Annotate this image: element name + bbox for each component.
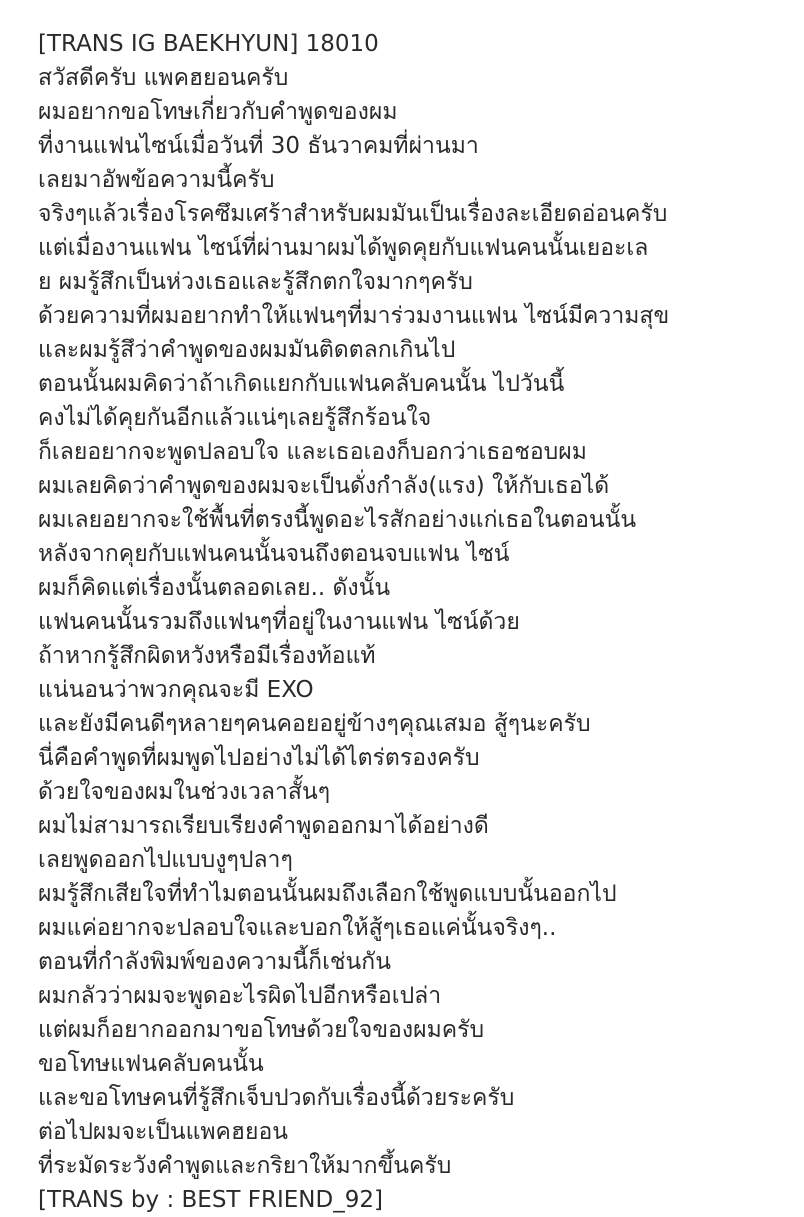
text-line: ก็เลยอยากจะพูดปลอบใจ และเธอเองก็บอกว่าเธอชอบผม xyxy=(38,439,587,465)
text-line: ผมเลยคิดว่าคำพูดของผมจะเป็นดั่งกำลัง(แรง) ให้กับเธอได้ xyxy=(38,473,610,499)
header-line: [TRANS IG BAEKHYUN] 18010 xyxy=(38,31,379,57)
text-line: แฟนคนนั้นรวมถึงแฟนๆที่อยู่ในงานแฟน ไซน์ด้วย xyxy=(38,609,520,635)
text-line: แต่เมื่องานแฟน ไซน์ที่ผ่านมาผมได้พูดคุยกับแฟนคนนั้นเยอะเล xyxy=(38,235,649,261)
text-line: ด้วยความที่ผมอยากทำให้แฟนๆที่มาร่วมงานแฟน ไซน์มีความสุข xyxy=(38,303,670,329)
text-line: แต่ผมก็อยากออกมาขอโทษด้วยใจของผมครับ xyxy=(38,1017,485,1043)
text-line: ผมอยากขอโทษเกี่ยวกับคำพูดของผม xyxy=(38,99,398,125)
text-line: ผมรู้สึกเสียใจที่ทำไมตอนนั้นผมถึงเลือกใช้พูดแบบนั้นออกไป xyxy=(38,881,617,907)
text-line: แน่นอนว่าพวกคุณจะมี EXO xyxy=(38,677,314,703)
text-line: จริงๆแล้วเรื่องโรคซึมเศร้าสำหรับผมมันเป็นเรื่องละเอียดอ่อนครับ xyxy=(38,201,668,227)
text-line: ต่อไปผมจะเป็นแพคฮยอน xyxy=(38,1119,288,1145)
text-line: นี่คือคำพูดที่ผมพูดไปอย่างไม่ได้ไตร่ตรองครับ xyxy=(38,745,480,771)
text-line: ผมก็คิดแต่เรื่องนั้นตลอดเลย.. ดังนั้น xyxy=(38,575,391,601)
text-line: และขอโทษคนที่รู้สึกเจ็บปวดกับเรื่องนี้ด้วยระครับ xyxy=(38,1085,515,1111)
text-line: และผมรู้สึว่าคำพูดของผมมันติดตลกเกินไป xyxy=(38,337,456,363)
text-line: และยังมีคนดีๆหลายๆคนคอยอยู่ข้างๆคุณเสมอ สู้ๆนะครับ xyxy=(38,711,591,737)
credit-line: [TRANS by : BEST FRIEND_92] xyxy=(38,1187,383,1213)
text-line: ที่ระมัดระวังคำพูดและกริยาให้มากขึ้นครับ xyxy=(38,1153,452,1179)
document-body xyxy=(38,27,798,1217)
text-line: คงไม่ได้คุยกันอีกแล้วแน่ๆเลยรู้สึกร้อนใจ xyxy=(38,405,432,431)
text-line: ที่งานแฟนไซน์เมื่อวันที่ 30 ธันวาคมที่ผ่านมา xyxy=(38,133,479,159)
text-line: เลยมาอัพข้อความนี้ครับ xyxy=(38,167,275,193)
text-line: ตอนที่กำลังพิมพ์ของความนี้ก็เช่นกัน xyxy=(38,949,391,975)
text-line: ผมเลยอยากจะใช้พื้นที่ตรงนี้พูดอะไรสักอย่างแก่เธอในตอนนั้น xyxy=(38,507,637,533)
text-line: สวัสดีครับ แพคฮยอนครับ xyxy=(38,65,289,91)
text-line: ถ้าหากรู้สึกผิดหวังหรือมีเรื่องท้อแท้ xyxy=(38,643,376,669)
text-line: ผมไม่สามารถเรียบเรียงคำพูดออกมาได้อย่างดี xyxy=(38,813,489,839)
text-line: เลยพูดออกไปแบบงูๆปลาๆ xyxy=(38,847,293,873)
text-line: ด้วยใจของผมในช่วงเวลาสั้นๆ xyxy=(38,779,331,805)
text-line: ย ผมรู้สึกเป็นห่วงเธอและรู้สึกตกใจมากๆครับ xyxy=(38,269,473,295)
text-line: ผมกลัวว่าผมจะพูดอะไรผิดไปอีกหรือเปล่า xyxy=(38,983,442,1009)
text-line: ตอนนั้นผมคิดว่าถ้าเกิดแยกกับแฟนคลับคนนั้น ไปวันนี้ xyxy=(38,371,565,397)
text-line: ขอโทษแฟนคลับคนนั้น xyxy=(38,1051,264,1077)
text-line: ผมแค่อยากจะปลอบใจและบอกให้สู้ๆเธอแค่นั้นจริงๆ.. xyxy=(38,915,557,941)
text-line: หลังจากคุยกับแฟนคนนั้นจนถึงตอนจบแฟน ไซน์ xyxy=(38,541,510,567)
